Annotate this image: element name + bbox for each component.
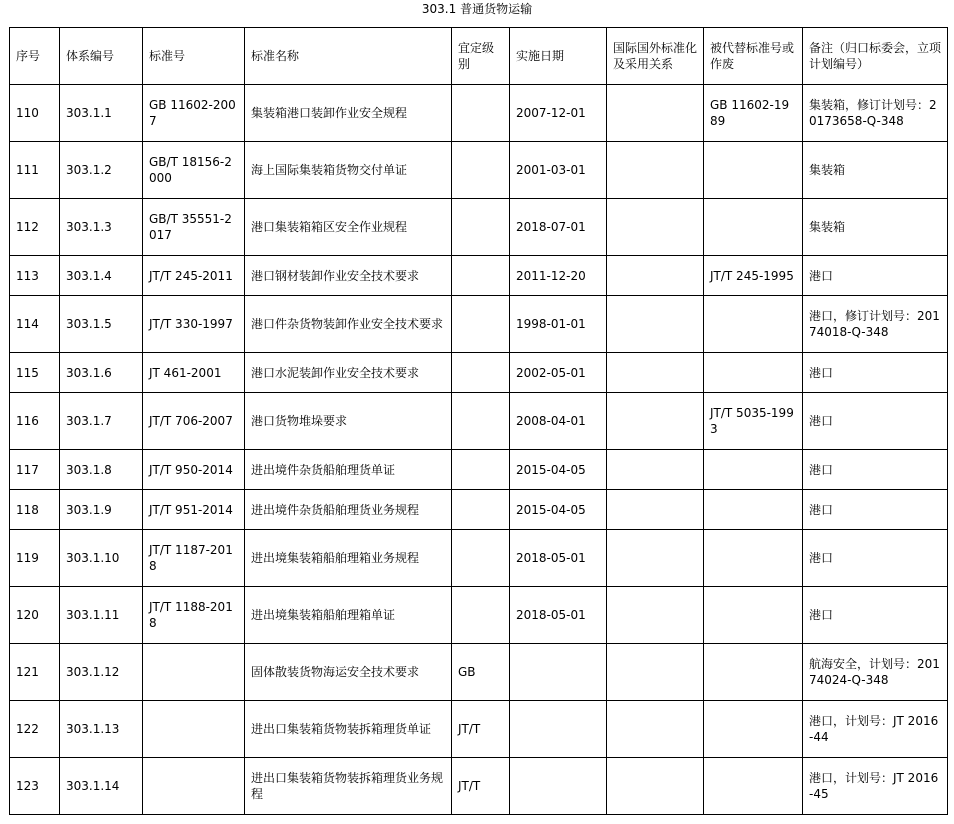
cell-seq: 112 xyxy=(10,199,60,256)
table-row xyxy=(10,701,948,758)
cell-standard-number: JT/T 951-2014 xyxy=(143,490,245,530)
cell-level: JT/T xyxy=(452,701,510,758)
cell-standard-name: 进出口集装箱货物装拆箱理货单证 xyxy=(245,701,452,758)
cell-replaced xyxy=(704,296,803,353)
cell-level xyxy=(452,353,510,393)
cell-seq: 117 xyxy=(10,450,60,490)
cell-standard-name: 进出境集装箱船舶理箱单证 xyxy=(245,587,452,644)
table-header xyxy=(10,28,948,85)
header-system-number: 体系编号 xyxy=(60,28,143,85)
cell-standard-number: JT 461-2001 xyxy=(143,353,245,393)
cell-international xyxy=(607,490,704,530)
cell-note: 航海安全，计划号：20174024-Q-348 xyxy=(803,644,948,701)
table-row xyxy=(10,450,948,490)
cell-note: 港口 xyxy=(803,587,948,644)
cell-effective-date: 2018-05-01 xyxy=(510,530,607,587)
header-replaced: 被代替标准号或作废 xyxy=(704,28,803,85)
table-row xyxy=(10,296,948,353)
standards-table xyxy=(9,27,948,815)
table-row xyxy=(10,256,948,296)
cell-replaced: JT/T 5035-1993 xyxy=(704,393,803,450)
table-row xyxy=(10,490,948,530)
cell-effective-date: 2002-05-01 xyxy=(510,353,607,393)
cell-note: 港口，计划号：JT 2016-45 xyxy=(803,758,948,815)
cell-effective-date: 2015-04-05 xyxy=(510,450,607,490)
cell-standard-name: 进出口集装箱货物装拆箱理货业务规程 xyxy=(245,758,452,815)
cell-system-number: 303.1.1 xyxy=(60,85,143,142)
cell-international xyxy=(607,587,704,644)
cell-system-number: 303.1.4 xyxy=(60,256,143,296)
cell-seq: 120 xyxy=(10,587,60,644)
cell-system-number: 303.1.2 xyxy=(60,142,143,199)
table-row xyxy=(10,353,948,393)
cell-system-number: 303.1.3 xyxy=(60,199,143,256)
cell-standard-name: 港口水泥装卸作业安全技术要求 xyxy=(245,353,452,393)
cell-international xyxy=(607,393,704,450)
cell-note: 港口 xyxy=(803,490,948,530)
cell-international xyxy=(607,644,704,701)
cell-note: 集装箱 xyxy=(803,142,948,199)
cell-note: 港口 xyxy=(803,530,948,587)
cell-seq: 116 xyxy=(10,393,60,450)
cell-seq: 114 xyxy=(10,296,60,353)
cell-level xyxy=(452,199,510,256)
table-body xyxy=(10,85,948,815)
cell-level xyxy=(452,85,510,142)
cell-effective-date: 2001-03-01 xyxy=(510,142,607,199)
cell-replaced xyxy=(704,644,803,701)
cell-international xyxy=(607,758,704,815)
table-caption: 303.1 普通货物运输 xyxy=(421,2,533,16)
cell-system-number: 303.1.9 xyxy=(60,490,143,530)
cell-replaced xyxy=(704,142,803,199)
cell-note: 港口 xyxy=(803,353,948,393)
cell-standard-number xyxy=(143,758,245,815)
cell-standard-number: JT/T 1188-2018 xyxy=(143,587,245,644)
cell-standard-name: 港口钢材装卸作业安全技术要求 xyxy=(245,256,452,296)
cell-standard-number: JT/T 245-2011 xyxy=(143,256,245,296)
cell-effective-date xyxy=(510,701,607,758)
cell-replaced xyxy=(704,701,803,758)
cell-level xyxy=(452,490,510,530)
cell-level xyxy=(452,296,510,353)
cell-effective-date: 1998-01-01 xyxy=(510,296,607,353)
cell-replaced xyxy=(704,450,803,490)
cell-standard-number: JT/T 706-2007 xyxy=(143,393,245,450)
cell-seq: 115 xyxy=(10,353,60,393)
cell-level xyxy=(452,393,510,450)
cell-note: 港口，计划号：JT 2016-44 xyxy=(803,701,948,758)
cell-system-number: 303.1.7 xyxy=(60,393,143,450)
header-row xyxy=(10,28,948,85)
cell-standard-name: 进出境集装箱船舶理箱业务规程 xyxy=(245,530,452,587)
cell-level xyxy=(452,587,510,644)
cell-effective-date: 2008-04-01 xyxy=(510,393,607,450)
cell-replaced xyxy=(704,199,803,256)
cell-standard-number: JT/T 1187-2018 xyxy=(143,530,245,587)
cell-level xyxy=(452,450,510,490)
table-row xyxy=(10,530,948,587)
cell-note: 港口 xyxy=(803,393,948,450)
cell-standard-number: JT/T 950-2014 xyxy=(143,450,245,490)
header-international: 国际国外标准化及采用关系 xyxy=(607,28,704,85)
cell-standard-number: JT/T 330-1997 xyxy=(143,296,245,353)
cell-effective-date: 2018-07-01 xyxy=(510,199,607,256)
cell-standard-name: 进出境件杂货船舶理货业务规程 xyxy=(245,490,452,530)
cell-effective-date: 2018-05-01 xyxy=(510,587,607,644)
cell-system-number: 303.1.6 xyxy=(60,353,143,393)
cell-effective-date xyxy=(510,644,607,701)
cell-seq: 118 xyxy=(10,490,60,530)
cell-international xyxy=(607,199,704,256)
cell-note: 港口，修订计划号：20174018-Q-348 xyxy=(803,296,948,353)
header-seq: 序号 xyxy=(10,28,60,85)
cell-international xyxy=(607,701,704,758)
cell-note: 港口 xyxy=(803,450,948,490)
cell-standard-name: 港口货物堆垛要求 xyxy=(245,393,452,450)
cell-system-number: 303.1.5 xyxy=(60,296,143,353)
cell-seq: 121 xyxy=(10,644,60,701)
cell-standard-name: 固体散装货物海运安全技术要求 xyxy=(245,644,452,701)
cell-international xyxy=(607,256,704,296)
cell-seq: 123 xyxy=(10,758,60,815)
cell-standard-number xyxy=(143,701,245,758)
cell-seq: 111 xyxy=(10,142,60,199)
cell-international xyxy=(607,353,704,393)
cell-system-number: 303.1.12 xyxy=(60,644,143,701)
cell-standard-name: 集装箱港口装卸作业安全规程 xyxy=(245,85,452,142)
cell-level xyxy=(452,142,510,199)
table-row xyxy=(10,758,948,815)
cell-effective-date: 2007-12-01 xyxy=(510,85,607,142)
cell-level: JT/T xyxy=(452,758,510,815)
table-row xyxy=(10,199,948,256)
cell-seq: 110 xyxy=(10,85,60,142)
cell-replaced xyxy=(704,530,803,587)
cell-note: 集装箱，修订计划号：20173658-Q-348 xyxy=(803,85,948,142)
cell-international xyxy=(607,530,704,587)
cell-effective-date xyxy=(510,758,607,815)
cell-international xyxy=(607,296,704,353)
cell-standard-number: GB/T 18156-2000 xyxy=(143,142,245,199)
cell-system-number: 303.1.10 xyxy=(60,530,143,587)
cell-international xyxy=(607,142,704,199)
table-row xyxy=(10,142,948,199)
cell-seq: 119 xyxy=(10,530,60,587)
cell-note: 港口 xyxy=(803,256,948,296)
cell-level: GB xyxy=(452,644,510,701)
cell-standard-number: GB 11602-2007 xyxy=(143,85,245,142)
cell-level xyxy=(452,256,510,296)
cell-effective-date: 2011-12-20 xyxy=(510,256,607,296)
header-note: 备注（归口标委会，立项计划编号） xyxy=(803,28,948,85)
cell-replaced xyxy=(704,490,803,530)
cell-standard-name: 港口集装箱箱区安全作业规程 xyxy=(245,199,452,256)
cell-standard-name: 进出境件杂货船舶理货单证 xyxy=(245,450,452,490)
table-row xyxy=(10,393,948,450)
cell-replaced xyxy=(704,758,803,815)
table-row xyxy=(10,85,948,142)
cell-level xyxy=(452,530,510,587)
cell-international xyxy=(607,85,704,142)
cell-system-number: 303.1.11 xyxy=(60,587,143,644)
cell-standard-name: 港口件杂货物装卸作业安全技术要求 xyxy=(245,296,452,353)
cell-replaced xyxy=(704,587,803,644)
cell-effective-date: 2015-04-05 xyxy=(510,490,607,530)
header-effective-date: 实施日期 xyxy=(510,28,607,85)
cell-system-number: 303.1.14 xyxy=(60,758,143,815)
cell-note: 集装箱 xyxy=(803,199,948,256)
cell-seq: 113 xyxy=(10,256,60,296)
table-row xyxy=(10,644,948,701)
cell-seq: 122 xyxy=(10,701,60,758)
cell-system-number: 303.1.8 xyxy=(60,450,143,490)
cell-standard-name: 海上国际集装箱货物交付单证 xyxy=(245,142,452,199)
header-standard-name: 标准名称 xyxy=(245,28,452,85)
cell-international xyxy=(607,450,704,490)
header-standard-number: 标准号 xyxy=(143,28,245,85)
cell-replaced xyxy=(704,353,803,393)
cell-replaced: GB 11602-1989 xyxy=(704,85,803,142)
header-level: 宜定级别 xyxy=(452,28,510,85)
cell-standard-number xyxy=(143,644,245,701)
table-row xyxy=(10,587,948,644)
cell-standard-number: GB/T 35551-2017 xyxy=(143,199,245,256)
cell-replaced: JT/T 245-1995 xyxy=(704,256,803,296)
cell-system-number: 303.1.13 xyxy=(60,701,143,758)
